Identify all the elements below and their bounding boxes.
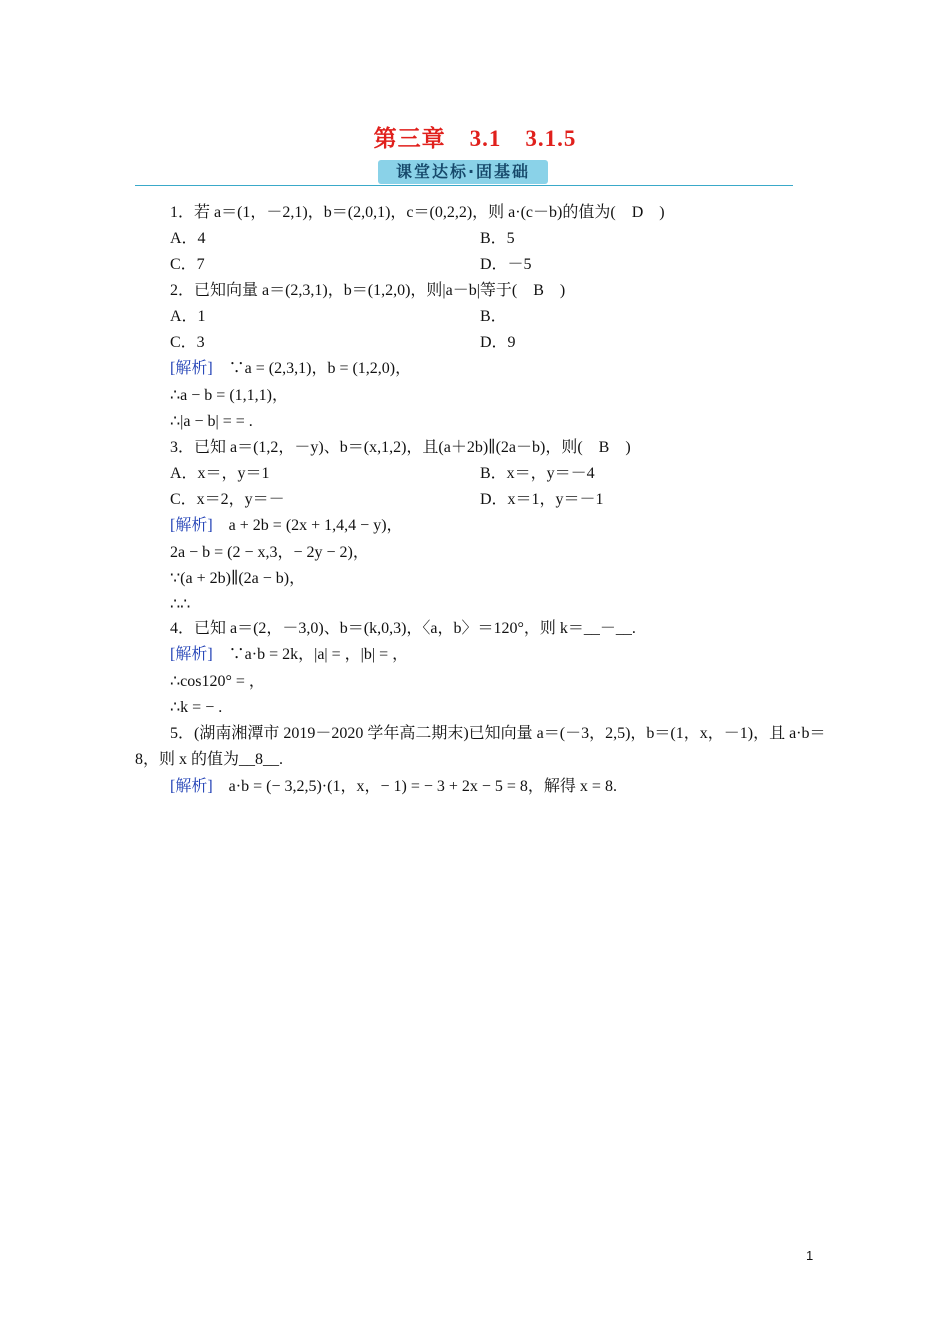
text-line [170,724,826,744]
chapter-title: 第三章 3.1 3.1.5 [373,126,577,151]
text-line [170,516,403,536]
text-line [480,229,515,249]
text-line [170,672,265,692]
section-banner: 课堂达标·固基础 [378,160,548,184]
text-line [135,750,283,770]
text-line [170,359,411,379]
line-text: D．x＝1，y＝－1 [480,491,604,508]
line-text: 2．已知向量 a＝(2,3,1)，b＝(1,2,0)，则|a－b|等于( B ) [170,282,566,299]
line-text: 4．已知 a＝(2，－3,0)、b＝(k,0,3)，〈a，b〉＝120°，则 k＝__－__. [170,620,636,637]
page-number: 1 [806,1248,814,1263]
line-text: A．4 [170,230,206,247]
line-text: B． [480,308,507,325]
text-line [170,438,631,458]
line-text: D．－5 [480,256,532,273]
text-line [170,569,305,589]
line-text: 8，则 x 的值为__8__. [135,751,284,768]
line-text: ∴∴ [170,596,191,613]
text-line [170,255,205,275]
line-text: ∵a = (2,3,1)，b = (1,2,0)， [212,360,412,377]
text-line [170,645,408,665]
line-text: 3．已知 a＝(1,2，－y)、b＝(x,1,2)，且(a＋2b)∥(2a－b)，则( B ) [170,439,631,456]
line-text: C．3 [170,334,205,351]
line-text: ∴cos120° = ， [170,673,265,690]
analysis-tag: [解析] [170,646,213,663]
line-text: C．x＝2，y＝－ [170,491,285,508]
line-text: ∴|a − b| = = . [170,413,253,430]
line-text: ∴k = − . [170,699,223,716]
text-line [170,698,222,718]
line-text: B．x＝，y＝－4 [480,465,595,482]
text-line [170,619,636,639]
line-text: ∵(a + 2b)∥(2a − b)， [170,570,306,587]
line-text: ∵a·b = 2k，|a| = ，|b| = ， [212,646,409,663]
line-text: C．7 [170,256,205,273]
line-text: a + 2b = (2x + 1,4,4 − y)， [212,517,403,534]
text-line [170,490,285,510]
line-text: ∴a − b = (1,1,1)， [170,387,288,404]
text-line [480,333,516,353]
analysis-tag: [解析] [170,517,213,534]
line-text: 1．若 a＝(1，－2,1)，b＝(2,0,1)，c＝(0,2,2)，则 a·(c－b)的值为( D ) [170,204,665,221]
analysis-tag: [解析] [170,360,213,377]
text-line [480,490,604,510]
line-text: a·b = (− 3,2,5)·(1，x，− 1) = − 3 + 2x − 5 = 8，解得 x = 8. [212,778,617,795]
text-line [170,595,190,615]
text-line [170,412,253,432]
text-line [480,464,595,484]
analysis-tag: [解析] [170,778,213,795]
text-line [170,543,369,563]
text-line [480,255,532,275]
text-line [170,307,206,327]
header-rule [135,185,793,186]
line-text: 5．(湖南湘潭市 2019－2020 学年高二期末)已知向量 a＝(－3，2,5)，b＝(1，x，－1)，且 a·b＝ [170,725,826,742]
text-line [170,464,270,484]
line-text: A．x＝，y＝1 [170,465,270,482]
text-line [170,386,288,406]
line-text: 2a − b = (2 − x,3，− 2y − 2)， [170,544,369,561]
line-text: D．9 [480,334,516,351]
text-line [170,203,665,223]
line-text: A．1 [170,308,206,325]
line-text: B．5 [480,230,515,247]
text-line [480,307,507,327]
text-line [170,333,205,353]
text-line [170,229,206,249]
text-line [170,281,565,301]
text-line [170,777,617,797]
